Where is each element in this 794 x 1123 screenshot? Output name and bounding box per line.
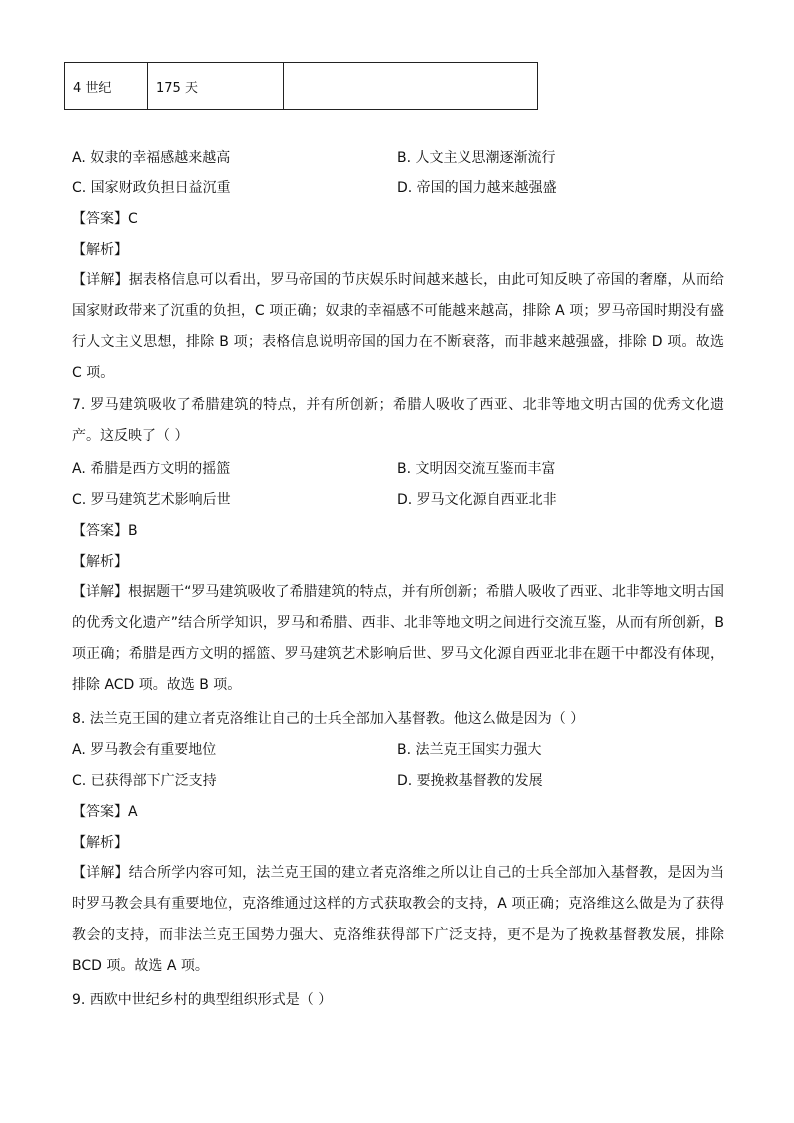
q6-detail: 【详解】据表格信息可以看出，罗马帝国的节庆娱乐时间越来越长，由此可知反映了帝国的奢靡，从而给国家财政带来了沉重的负担，C 项正确；奴隶的幸福感不可能越来越高，排除 A 项；罗马帝国时期没有盛行人文主义思想，排除 B 项；表格信息说明帝国的国力在不断衰落，而非越来越强盛，排除 D 项。故选 C 项。 [72, 272, 724, 381]
q6-answer: 【答案】C [72, 211, 138, 227]
q8-option-c: C. 已获得部下广泛支持 [72, 773, 217, 789]
q6-option-b: B. 人文主义思潮逐渐流行 [397, 150, 556, 166]
q7-option-a: A. 希腊是西方文明的摇篮 [72, 461, 231, 477]
q7-detail: 【详解】根据题干“罗马建筑吸收了希腊建筑的特点，并有所创新；希腊人吸收了西亚、北非等地文明古国的优秀文化遗产”结合所学知识，罗马和希腊、西非、北非等地文明之间进行交流互鉴，从而有所创新，B 项正确；希腊是西方文明的摇篮、罗马建筑艺术影响后世、罗马文化源自西亚北非在题干中都没有体现，排除 ACD 项。故选 B 项。 [72, 584, 724, 693]
q7-option-d: D. 罗马文化源自西亚北非 [397, 492, 557, 508]
table-row [65, 63, 538, 110]
q8-detail: 【详解】结合所学内容可知，法兰克王国的建立者克洛维之所以让自己的士兵全部加入基督教，是因为当时罗马教会具有重要地位，克洛维通过这样的方式获取教会的支持，A 项正确；克洛维这么做是为了获得教会的支持，而非法兰克王国势力强大、克洛维获得部下广泛支持，更不是为了挽救基督教发展，排除 BCD 项。故选 A 项。 [72, 865, 724, 974]
q7-option-b: B. 文明因交流互鉴而丰富 [397, 461, 556, 477]
table-cell-blank [284, 63, 538, 110]
table-cell-days: 175 天 [148, 63, 284, 110]
roman-festival-table [64, 62, 538, 110]
q8-option-a: A. 罗马教会有重要地位 [72, 742, 217, 758]
q7-answer: 【答案】B [72, 523, 138, 539]
q7-stem: 7. 罗马建筑吸收了希腊建筑的特点，并有所创新；希腊人吸收了西亚、北非等地文明古国的优秀文化遗产。这反映了（ ） [72, 397, 724, 444]
q6-option-a: A. 奴隶的幸福感越来越高 [72, 150, 231, 166]
q6-analysis-heading: 【解析】 [72, 242, 128, 258]
table-cell-era: 4 世纪 [65, 63, 148, 110]
q8-answer: 【答案】A [72, 804, 138, 820]
q8-option-b: B. 法兰克王国实力强大 [397, 742, 542, 758]
q8-stem: 8. 法兰克王国的建立者克洛维让自己的士兵全部加入基督教。他这么做是因为（ ） [72, 711, 585, 727]
q6-option-d: D. 帝国的国力越来越强盛 [397, 180, 557, 196]
q7-analysis-heading: 【解析】 [72, 554, 128, 570]
q8-option-d: D. 要挽救基督教的发展 [397, 773, 543, 789]
q6-option-c: C. 国家财政负担日益沉重 [72, 180, 231, 196]
q8-analysis-heading: 【解析】 [72, 835, 128, 851]
q7-option-c: C. 罗马建筑艺术影响后世 [72, 492, 231, 508]
q9-stem: 9. 西欧中世纪乡村的典型组织形式是（ ） [72, 992, 333, 1008]
